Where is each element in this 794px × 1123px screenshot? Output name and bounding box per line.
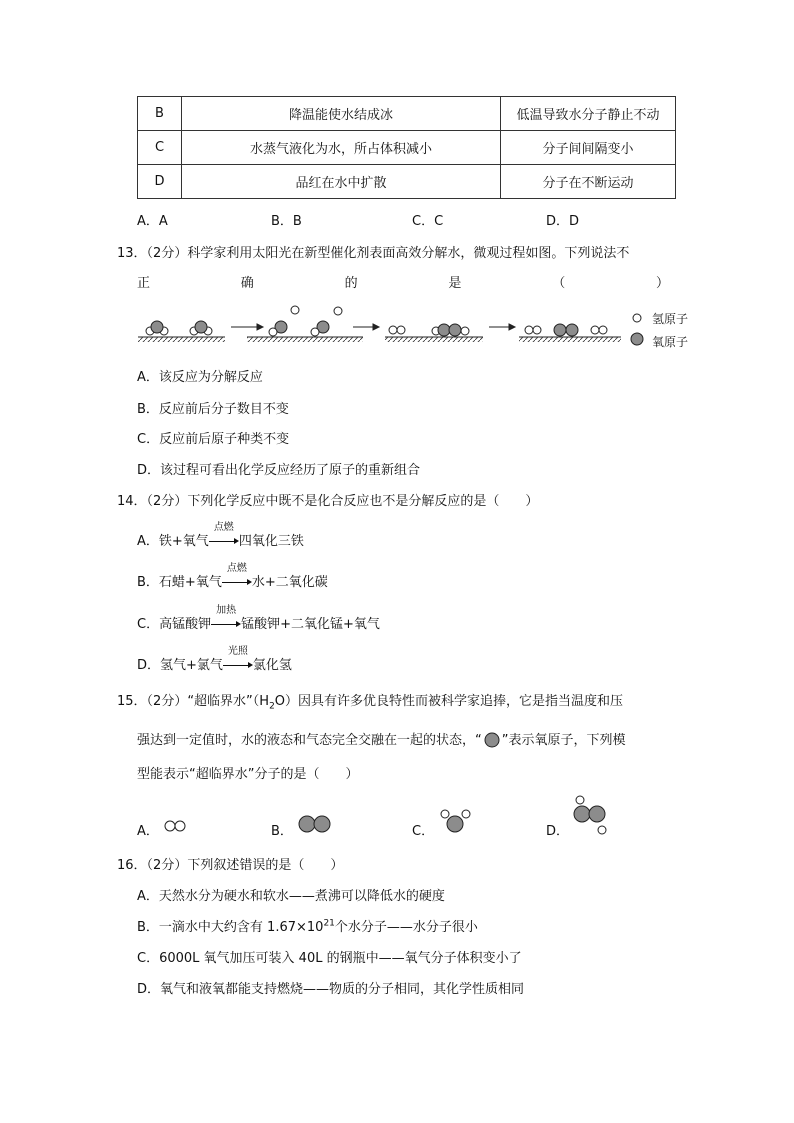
table-row [138, 131, 676, 165]
q13-char: 正 [137, 276, 151, 291]
reaction-arrow [211, 605, 241, 632]
q13-char: ） [655, 276, 669, 291]
q14-option-d [137, 646, 292, 673]
q13-option-b: B．反应前后分子数目不变 [137, 402, 289, 417]
products: 锰酸钾+二氧化锰+氧气 [241, 617, 380, 632]
hydrogen-molecule [525, 326, 541, 334]
reactants: 高锰酸钾 [159, 617, 212, 632]
table-row [138, 165, 676, 199]
reaction-arrow [222, 563, 252, 590]
table-cell-fact: 水蒸气液化为水，所占体积减小 [182, 131, 501, 165]
q13-char: 确 [240, 276, 254, 291]
reaction-condition: 点燃 [213, 522, 234, 533]
option-label: A． [137, 534, 159, 549]
water-molecule [190, 321, 212, 335]
q13-char: 是 [448, 276, 462, 291]
q14-option-c [137, 605, 380, 632]
q16-option-b [137, 916, 478, 935]
hydrogen-oxygen-group [432, 324, 469, 336]
reaction-diagram [135, 300, 695, 352]
hydrogen-atom [291, 306, 299, 314]
q12-option-c: C．C [412, 214, 444, 229]
reaction-arrow [223, 646, 253, 673]
legend-hydrogen-icon [633, 314, 641, 322]
model-c-water [438, 806, 474, 836]
hydrogen-molecule [389, 326, 405, 334]
arrow-icon [353, 324, 379, 330]
products: 四氧化三铁 [238, 534, 304, 549]
superscript: 21 [323, 918, 335, 929]
reaction-condition: 光照 [227, 646, 248, 657]
q13-option-c: C．反应前后原子种类不变 [137, 432, 290, 447]
legend-hydrogen-label: 氢原子 [652, 312, 689, 326]
option-label: D． [137, 658, 161, 673]
q15-option-c-label: C． [412, 824, 435, 839]
q13-option-a: A．该反应为分解反应 [137, 370, 263, 385]
water-molecule [146, 321, 168, 335]
model-d-molecule [570, 794, 610, 836]
q16-stem: 16．（2分）下列叙述错误的是（ ） [117, 858, 344, 873]
catalyst-surface-1 [138, 337, 225, 342]
q13-stem: 13．（2分）科学家利用太阳光在新型催化剂表面高效分解水，微观过程如图。下列说法不 [117, 246, 630, 261]
hydrogen-molecule [591, 326, 607, 334]
answer-table [137, 96, 676, 199]
products: 氯化氢 [252, 658, 292, 673]
q16-option-d: D．氧气和液氧都能支持燃烧——物质的分子相同，其化学性质相同 [137, 982, 525, 997]
q15-stem-part: ”表示氧原子，下列模 [501, 733, 626, 748]
q12-option-a: A．A [137, 214, 168, 229]
q15-stem-line3: 型能表示“超临界水”分子的是（ ） [137, 767, 359, 782]
q13-stem-continued [137, 272, 669, 291]
q15-stem-part: O）因具有许多优良特性而被科学家追捧，它是指当温度和压 [274, 694, 624, 709]
q15-option-d-label: D． [546, 824, 570, 839]
q14-option-a [137, 522, 304, 549]
hydrogen-atom [334, 307, 342, 315]
reactants: 石蜡+氧气 [158, 575, 222, 590]
table-cell-explanation: 低温导致水分子静止不动 [501, 97, 676, 131]
oxygen-atom-icon [482, 732, 502, 748]
model-b-two-oxygen [295, 812, 335, 836]
option-label: C． [137, 617, 160, 632]
legend-oxygen-label: 氧原子 [652, 335, 689, 349]
option-text: B．一滴水中大约含有 1.67×10 [137, 920, 324, 935]
q15-stem [117, 690, 623, 712]
table-cell-fact: 品红在水中扩散 [182, 165, 501, 199]
q13-char: 的 [344, 276, 358, 291]
legend-oxygen-icon [631, 333, 643, 345]
table-cell-explanation: 分子间间隔变小 [501, 131, 676, 165]
option-label: B． [137, 575, 159, 590]
q13-option-d: D．该过程可看出化学反应经历了原子的重新组合 [137, 463, 421, 478]
q12-option-d: D．D [546, 214, 580, 229]
q13-char: （ [552, 276, 566, 291]
q12-option-b: B．B [271, 214, 302, 229]
q14-stem: 14．（2分）下列化学反应中既不是化合反应也不是分解反应的是（ ） [117, 494, 539, 509]
arrow-icon [223, 661, 253, 669]
q15-stem-part: 强达到一定值时，水的液态和气态完全交融在一起的状态，“ [137, 733, 482, 748]
model-a-two-hydrogen [161, 816, 191, 836]
reaction-condition: 点燃 [226, 563, 247, 574]
reactants: 铁+氧气 [158, 534, 209, 549]
q14-option-b [137, 563, 328, 590]
reaction-arrow [209, 522, 239, 549]
q15-stem-line2 [137, 729, 626, 748]
q15-option-b-label: B． [271, 824, 293, 839]
catalyst-surface-2 [247, 337, 363, 342]
oxygen-molecule [554, 324, 578, 336]
q16-option-c: C．6000L 氧气加压可装入 40L 的钢瓶中——氧气分子体积变小了 [137, 951, 522, 966]
table-cell-option: D [138, 165, 182, 199]
arrow-icon [489, 324, 515, 330]
hydroxyl-group [311, 321, 329, 336]
arrow-icon [211, 620, 241, 628]
arrow-icon [209, 537, 239, 545]
table-cell-fact: 降温能使水结成冰 [182, 97, 501, 131]
q15-option-a-label: A． [137, 824, 159, 839]
arrow-icon [222, 578, 252, 586]
table-cell-option: B [138, 97, 182, 131]
catalyst-surface-3 [385, 337, 483, 342]
products: 水+二氧化碳 [251, 575, 328, 590]
reaction-condition: 加热 [216, 605, 237, 616]
option-text: 个水分子——水分子很小 [334, 920, 478, 935]
catalyst-surface-4 [519, 337, 621, 342]
table-cell-option: C [138, 131, 182, 165]
table-row [138, 97, 676, 131]
table-cell-explanation: 分子在不断运动 [501, 165, 676, 199]
arrow-icon [231, 324, 263, 330]
reactants: 氢气+氯气 [160, 658, 223, 673]
q16-option-a: A．天然水分为硬水和软水——煮沸可以降低水的硬度 [137, 889, 445, 904]
subscript: 2 [269, 701, 275, 712]
hydroxyl-group [269, 321, 287, 336]
q15-stem-part: 15．（2分）“超临界水”（H [117, 694, 270, 709]
